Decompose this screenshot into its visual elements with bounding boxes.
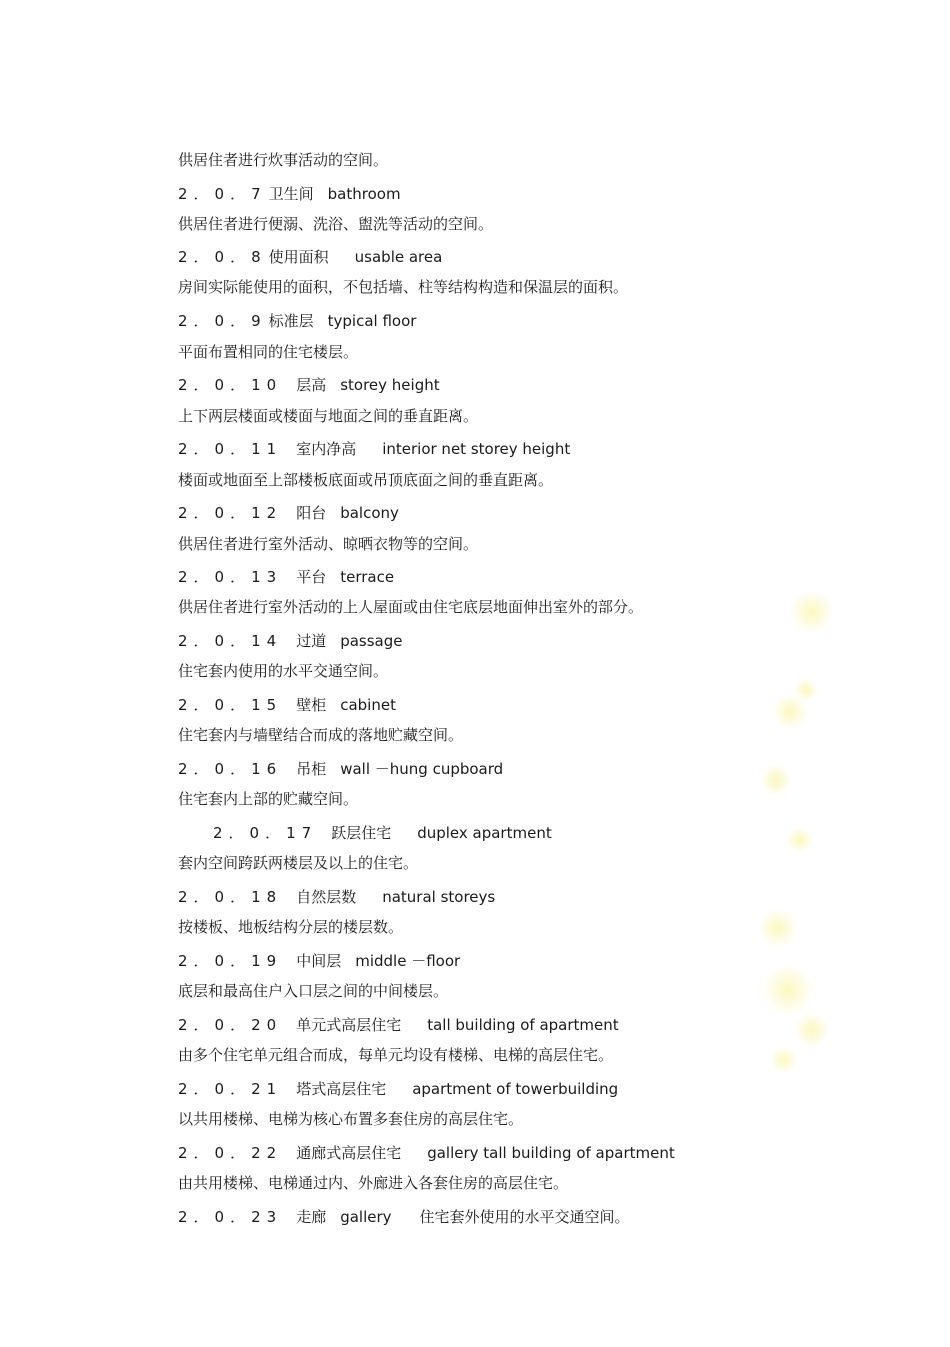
term-english: interior net storey height bbox=[382, 440, 571, 458]
term-heading bbox=[178, 1079, 618, 1099]
term-english: terrace bbox=[340, 568, 395, 586]
term-chinese: 层高 bbox=[296, 376, 327, 394]
term-heading bbox=[178, 503, 399, 523]
clause-number: 2．0．17 bbox=[213, 824, 318, 842]
term-heading bbox=[178, 439, 570, 459]
clause-number: 2．0．22 bbox=[178, 1144, 283, 1162]
term-english: gallery tall building of apartment bbox=[427, 1144, 675, 1162]
term-english: balcony bbox=[340, 504, 399, 522]
term-english: natural storeys bbox=[382, 888, 496, 906]
definition-text: 供居住者进行炊事活动的空间。 bbox=[178, 151, 389, 169]
clause-number: 2．0．8 bbox=[178, 248, 267, 266]
clause-number: 2．0．9 bbox=[178, 312, 267, 330]
term-english: cabinet bbox=[340, 696, 396, 714]
definition-text: 房间实际能使用的面积，不包括墙、柱等结构构造和保温层的面积。 bbox=[178, 278, 629, 296]
term-chinese: 通廊式高层住宅 bbox=[296, 1144, 402, 1162]
term-chinese: 平台 bbox=[296, 568, 327, 586]
definition-text: 住宅套内与墙壁结合而成的落地贮藏空间。 bbox=[178, 726, 464, 744]
definition-text: 套内空间跨跃两楼层及以上的住宅。 bbox=[178, 854, 419, 872]
term-chinese: 使用面积 bbox=[268, 248, 329, 266]
term-heading bbox=[178, 631, 403, 651]
term-chinese: 壁柜 bbox=[296, 696, 327, 714]
clause-number: 2．0．12 bbox=[178, 504, 283, 522]
scan-speck bbox=[790, 590, 834, 634]
term-english: typical floor bbox=[327, 312, 417, 330]
term-heading bbox=[178, 1143, 675, 1163]
definition-text: 以共用楼梯、电梯为核心布置多套住房的高层住宅。 bbox=[178, 1110, 524, 1128]
clause-number: 2．0．23 bbox=[178, 1208, 283, 1226]
term-english: passage bbox=[340, 632, 403, 650]
term-english: gallery bbox=[340, 1208, 392, 1226]
term-heading bbox=[178, 951, 460, 971]
definition-text: 由多个住宅单元组合而成，每单元均设有楼梯、电梯的高层住宅。 bbox=[178, 1046, 614, 1064]
term-english: tall building of apartment bbox=[427, 1016, 619, 1034]
term-english: bathroom bbox=[327, 185, 401, 203]
term-heading bbox=[178, 375, 440, 395]
definition-text: 底层和最高住户入口层之间的中间楼层。 bbox=[178, 982, 449, 1000]
term-heading bbox=[178, 1015, 619, 1035]
term-heading bbox=[178, 695, 396, 715]
definition-text: 供居住者进行室外活动、晾晒衣物等的空间。 bbox=[178, 535, 479, 553]
definition-text: 住宅套内使用的水平交通空间。 bbox=[178, 662, 389, 680]
clause-number: 2．0．11 bbox=[178, 440, 283, 458]
definition-text: 供居住者进行便溺、洗浴、盥洗等活动的空间。 bbox=[178, 215, 494, 233]
term-chinese: 过道 bbox=[296, 632, 327, 650]
clause-number: 2．0．15 bbox=[178, 696, 283, 714]
clause-number: 2．0．7 bbox=[178, 185, 267, 203]
term-heading bbox=[178, 184, 401, 204]
scan-speck bbox=[770, 1046, 798, 1074]
term-heading bbox=[213, 823, 552, 843]
term-chinese: 标准层 bbox=[268, 312, 314, 330]
term-chinese: 单元式高层住宅 bbox=[296, 1016, 402, 1034]
clause-number: 2．0．18 bbox=[178, 888, 283, 906]
definition-inline: 住宅套外使用的水平交通空间。 bbox=[419, 1208, 630, 1226]
term-heading bbox=[178, 567, 394, 587]
term-heading bbox=[178, 1207, 630, 1227]
scan-speck bbox=[794, 1012, 830, 1048]
clause-number: 2．0．10 bbox=[178, 376, 283, 394]
scan-speck bbox=[786, 826, 814, 854]
term-english: duplex apartment bbox=[417, 824, 552, 842]
term-chinese: 走廊 bbox=[296, 1208, 327, 1226]
term-english: apartment of towerbuilding bbox=[412, 1080, 619, 1098]
term-english: usable area bbox=[354, 248, 443, 266]
term-chinese: 塔式高层住宅 bbox=[296, 1080, 387, 1098]
term-chinese: 跃层住宅 bbox=[331, 824, 392, 842]
clause-number: 2．0．14 bbox=[178, 632, 283, 650]
term-chinese: 室内净高 bbox=[296, 440, 357, 458]
term-english: middle －floor bbox=[355, 952, 461, 970]
definition-text: 上下两层楼面或楼面与地面之间的垂直距离。 bbox=[178, 407, 479, 425]
scan-speck bbox=[794, 678, 818, 702]
clause-number: 2．0．20 bbox=[178, 1016, 283, 1034]
definition-text: 平面布置相同的住宅楼层。 bbox=[178, 343, 359, 361]
term-chinese: 阳台 bbox=[296, 504, 327, 522]
term-heading bbox=[178, 887, 495, 907]
definition-text: 供居住者进行室外活动的上人屋面或由住宅底层地面伸出室外的部分。 bbox=[178, 598, 644, 616]
definition-text: 住宅套内上部的贮藏空间。 bbox=[178, 790, 359, 808]
term-english: storey height bbox=[340, 376, 440, 394]
term-heading bbox=[178, 247, 442, 267]
term-heading bbox=[178, 759, 503, 779]
clause-number: 2．0．16 bbox=[178, 760, 283, 778]
term-chinese: 中间层 bbox=[296, 952, 342, 970]
term-english: wall －hung cupboard bbox=[340, 760, 504, 778]
term-chinese: 自然层数 bbox=[296, 888, 357, 906]
definition-text: 由共用楼梯、电梯通过内、外廊进入各套住房的高层住宅。 bbox=[178, 1174, 569, 1192]
clause-number: 2．0．21 bbox=[178, 1080, 283, 1098]
term-chinese: 吊柜 bbox=[296, 760, 327, 778]
term-heading bbox=[178, 311, 416, 331]
scan-speck bbox=[762, 964, 814, 1016]
scan-speck bbox=[758, 908, 798, 948]
clause-number: 2．0．13 bbox=[178, 568, 283, 586]
term-chinese: 卫生间 bbox=[268, 185, 314, 203]
clause-number: 2．0．19 bbox=[178, 952, 283, 970]
scan-speck bbox=[760, 764, 792, 796]
definition-text: 楼面或地面至上部楼板底面或吊顶底面之间的垂直距离。 bbox=[178, 471, 554, 489]
definition-text: 按楼板、地板结构分层的楼层数。 bbox=[178, 918, 404, 936]
